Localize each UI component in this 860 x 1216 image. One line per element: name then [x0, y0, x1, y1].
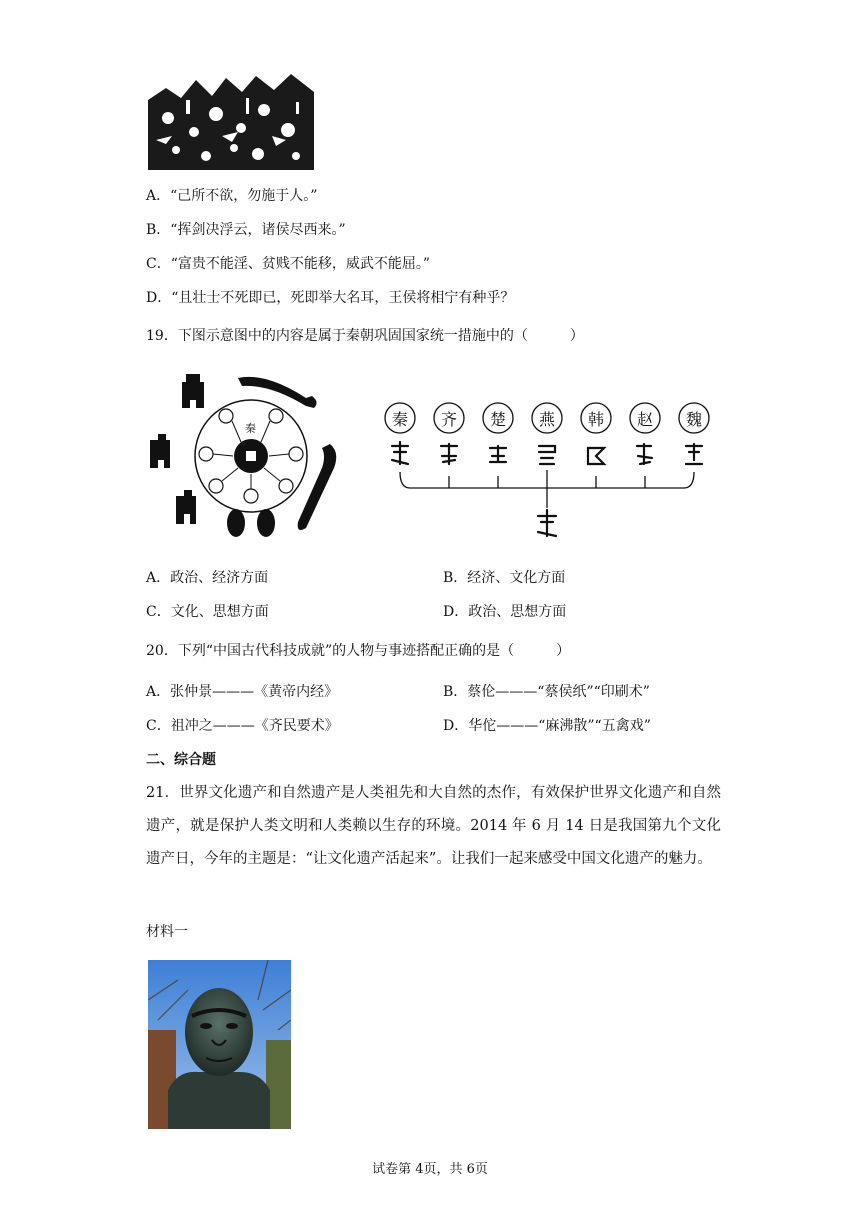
state-label-qi: 齐 [441, 410, 458, 429]
q21-text: 21．世界文化遗产和自然遗产是人类祖先和大自然的杰作，有效保护世界文化遗产和自然遗产，就是保护人类文明和人类赖以生存的环境。2014 年 6 月 14 日是我国第九个文化遗产日，今年的主题是：“让文化遗产活起来”。让我们一起来感受中国文化遗产的魅力。 [146, 785, 721, 867]
state-label-zhao: 赵 [637, 410, 654, 429]
page-footer: 试卷第 4页，共 6页 [372, 1162, 488, 1177]
q19-stem: 19．下图示意图中的内容是属于秦朝巩固国家统一措施中的（ ） [146, 328, 584, 344]
q20-stem: 20．下列“中国古代科技成就”的人物与事迹搭配正确的是（ ） [146, 643, 571, 659]
section-heading: 二、综合题 [146, 752, 216, 768]
q18-option-a[interactable]: A．“己所不欲，勿施于人。” [146, 188, 318, 204]
battle-woodcut-image [146, 70, 315, 172]
q18-option-c[interactable]: C．“富贵不能淫、贫贱不能移，威武不能屈。” [146, 256, 431, 272]
q19-option-c[interactable]: C．文化、思想方面 [146, 604, 269, 620]
q19-option-b[interactable]: B．经济、文化方面 [443, 570, 566, 586]
q18-option-d[interactable]: D．“且壮士不死即已，死即举大名耳，王侯将相宁有种乎？ [146, 290, 515, 306]
q20-option-c[interactable]: C．祖冲之———《齐民要术》 [146, 718, 339, 734]
material-label: 材料一 [146, 924, 188, 940]
q19-option-a[interactable]: A．政治、经济方面 [146, 570, 269, 586]
q19-option-d[interactable]: D．政治、思想方面 [443, 604, 567, 620]
peking-man-bust-photo [148, 960, 291, 1129]
q20-option-b[interactable]: B．蔡伦———“蔡侯纸”“印刷术” [443, 684, 650, 700]
state-label-wei: 魏 [686, 410, 703, 429]
q20-option-d[interactable]: D．华佗———“麻沸散”“五禽戏” [443, 718, 651, 734]
q20-option-a[interactable]: A．张仲景———《黄帝内经》 [146, 684, 339, 700]
currency-unification-diagram [146, 368, 356, 540]
q18-option-b[interactable]: B．“挥剑决浮云，诸侯尽西来。” [146, 222, 346, 238]
script-unification-diagram [380, 400, 720, 540]
state-label-qin: 秦 [392, 410, 409, 429]
coin-center-label: 秦 [245, 422, 256, 435]
state-label-yan: 燕 [539, 410, 556, 429]
state-label-chu: 楚 [490, 410, 507, 429]
state-label-han: 韩 [588, 410, 605, 429]
